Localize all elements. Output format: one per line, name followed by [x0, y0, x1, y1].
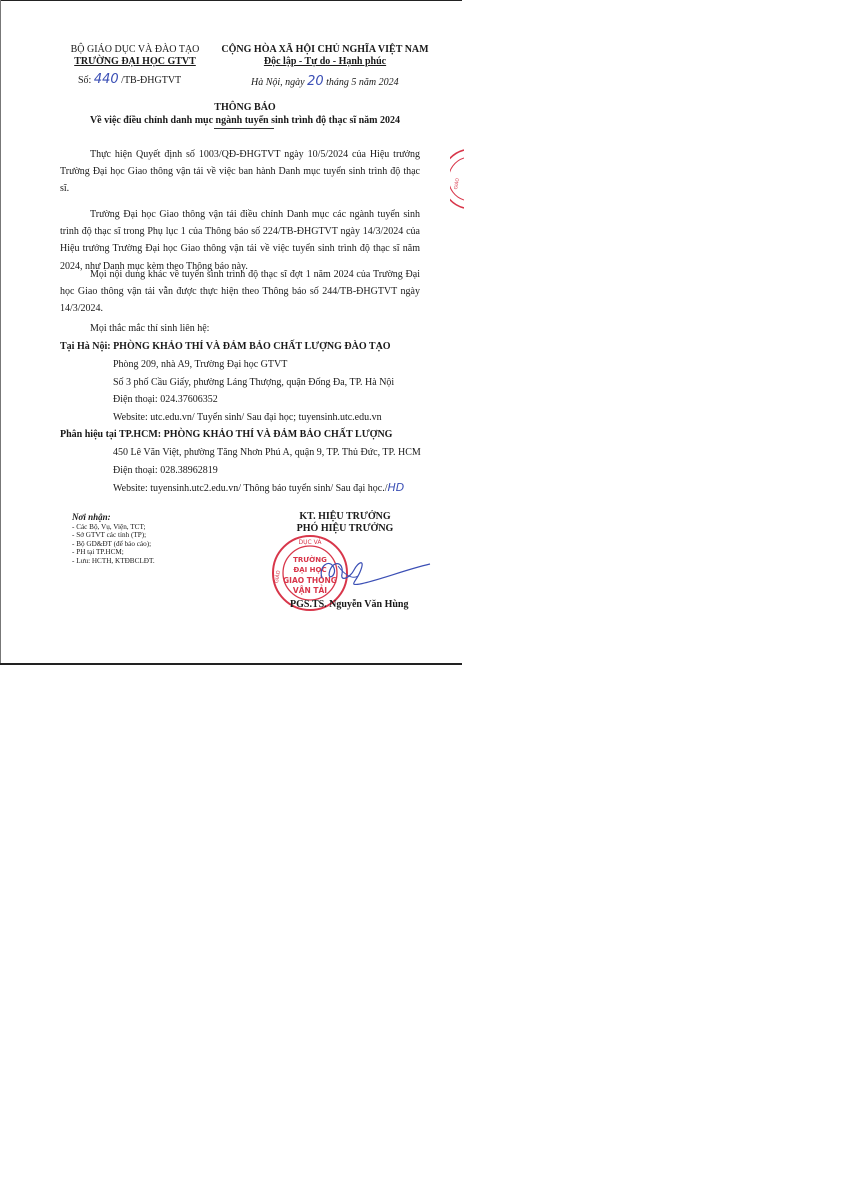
- motto: Độc lập - Tự do - Hạnh phúc: [263, 56, 387, 67]
- paragraph-2: Trường Đại học Giao thông vận tải điều chỉnh Danh mục các ngành tuyển sinh trình độ thạc sĩ trong Phụ lục 1 của Thông báo số 224/TB-ĐHGTVT ngày 14/3/2024 của Hiệu trưởng Trường Đại học Giao thông vận tải về việc tuyển sinh trình độ thạc sĩ năm 2024, như Danh mục kèm theo Thông báo này.: [60, 209, 420, 272]
- document-date: Hà Nội, ngày 20 tháng 5 năm 2024: [251, 74, 399, 89]
- handwritten-signature: [300, 548, 432, 598]
- hcm-phone: Điện thoại: 028.38962819: [113, 465, 218, 476]
- hcm-website: Website: tuyensinh.utc2.edu.vn/ Thông báo tuyển sinh/ Sau đại học./HD: [113, 481, 405, 494]
- paragraph-3: Mọi nội dung khác về tuyển sinh trình độ thạc sĩ đợt 1 năm 2024 của Trường Đại học Giao thông vận tải vẫn được thực hiện theo Thông báo số 244/TB-ĐHGTVT ngày 14/3/2024.: [60, 269, 420, 315]
- handwritten-initials: HD: [387, 481, 405, 494]
- side-stamp-text: GIÁO: [454, 177, 461, 190]
- stamp-line-1: TRƯỜNG: [293, 556, 327, 564]
- recipient-item: - Các Bộ, Vụ, Viện, TCT;: [72, 523, 146, 531]
- school-name: TRƯỜNG ĐẠI HỌC GTVT: [74, 56, 196, 67]
- stamp-ring-text: DỤC VÀ: [298, 539, 322, 546]
- title-underline: [214, 128, 274, 129]
- document-number: Số: 440 /TB-ĐHGTVT: [78, 72, 182, 87]
- notice-subject: Về việc điều chỉnh danh mục ngành tuyển sinh trình độ thạc sĩ năm 2024: [89, 115, 401, 126]
- contact-intro: Mọi thắc mắc thí sinh liên hệ:: [90, 323, 210, 334]
- stamp-line-3: GIAO THÔNG: [283, 576, 337, 585]
- hanoi-office: PHÒNG KHẢO THÍ VÀ ĐẢM BẢO CHẤT LƯỢNG ĐÀO TẠO: [113, 341, 391, 352]
- stamp-line-4: VẬN TẢI: [292, 586, 328, 595]
- signature-titles: [270, 511, 420, 535]
- recipient-item: - Lưu: HCTH, KTĐBCLĐT.: [72, 556, 155, 565]
- page-top-rule: [0, 0, 462, 1]
- stamp-line-2: ĐẠI HỌC: [293, 566, 327, 574]
- notice-title: [60, 101, 430, 127]
- recipients-title: Nơi nhận:: [72, 512, 111, 522]
- hanoi-address: Số 3 phố Cầu Giấy, phường Láng Thượng, quận Đống Đa, TP. Hà Nội: [113, 377, 395, 388]
- page-left-edge: [0, 0, 1, 665]
- recipient-item: - Sở GTVT các tỉnh (TP);: [72, 531, 147, 540]
- page-bottom-rule: [0, 663, 462, 665]
- paragraph-1: Thực hiện Quyết định số 1003/QĐ-ĐHGTVT ngày 10/5/2024 của Hiệu trưởng Trường Đại học Giao thông vận tải về việc ban hành Danh mục tuyển sinh trình độ thạc sĩ.: [60, 149, 420, 195]
- handwritten-date-day: 20: [307, 74, 324, 89]
- signer-name: PGS.TS. Nguyễn Văn Hùng: [290, 599, 409, 610]
- recipients-block: [72, 512, 222, 565]
- hanoi-room: Phòng 209, nhà A9, Trường Đại học GTVT: [113, 359, 288, 370]
- hanoi-contact-heading: [60, 341, 391, 353]
- side-stamp-fragment: [450, 148, 464, 210]
- hcm-contact-heading: [60, 429, 392, 441]
- notice-heading: THÔNG BÁO: [214, 102, 276, 113]
- hcm-label: Phân hiệu tại TP.HCM:: [60, 429, 162, 440]
- recipient-item: - PH tại TP.HCM;: [72, 548, 124, 557]
- hanoi-phone: Điện thoại: 024.37606352: [113, 394, 218, 405]
- signature-line-1: KT. HIỆU TRƯỞNG: [299, 511, 391, 522]
- hcm-office: PHÒNG KHẢO THÍ VÀ ĐẢM BẢO CHẤT LƯỢNG: [163, 429, 393, 440]
- signature-line-2: PHÓ HIỆU TRƯỞNG: [296, 523, 394, 534]
- recipient-item: - Bộ GD&ĐT (để báo cáo);: [72, 539, 152, 548]
- hanoi-label: Tại Hà Nội:: [60, 341, 111, 352]
- nation-name: CỘNG HÒA XÃ HỘI CHỦ NGHĨA VIỆT NAM: [221, 44, 429, 55]
- header-left: [60, 44, 210, 68]
- ministry-name: BỘ GIÁO DỤC VÀ ĐÀO TẠO: [70, 44, 200, 55]
- header-right: [215, 44, 435, 68]
- hanoi-website: Website: utc.edu.vn/ Tuyển sinh/ Sau đại học; tuyensinh.utc.edu.vn: [113, 412, 382, 423]
- handwritten-doc-number: 440: [93, 72, 119, 87]
- hcm-address: 450 Lê Văn Việt, phường Tăng Nhơn Phú A, quận 9, TP. Thủ Đức, TP. HCM: [113, 447, 421, 458]
- stamp-ring-left: GIÁO: [273, 570, 283, 584]
